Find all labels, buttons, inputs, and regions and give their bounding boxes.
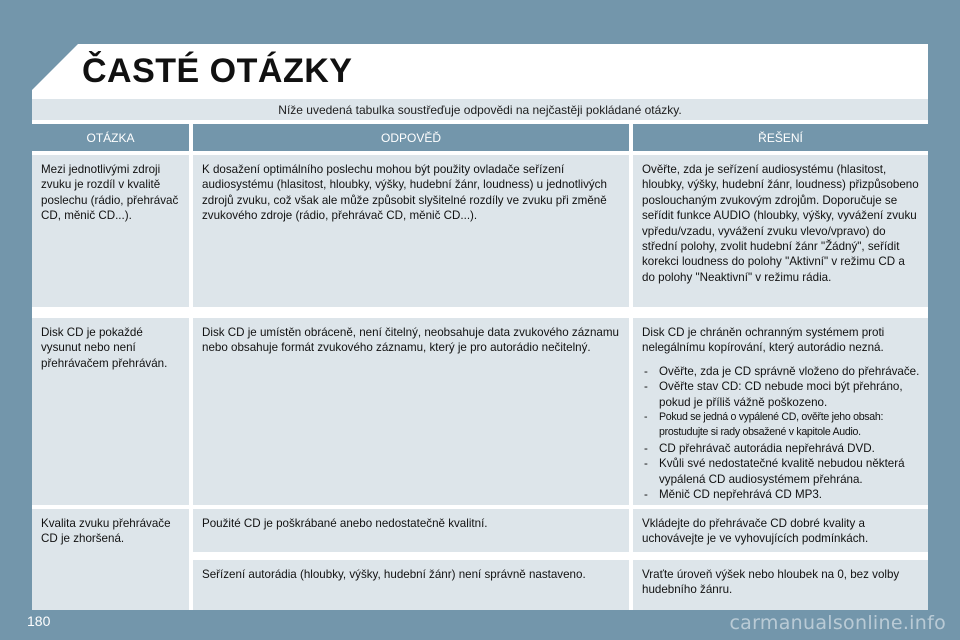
list-item: - Pokud se jedná o vypálené CD, ověřte jeho obsah: prostudujte si rady obsažené v kapitole Audio. — [642, 410, 920, 441]
row3-solution-a-cell — [633, 509, 928, 552]
row3-answer-b-cell — [193, 560, 629, 610]
header-question: OTÁZKA — [32, 124, 189, 151]
header-answer: ODPOVĚĎ — [193, 124, 629, 151]
row2-question: Disk CD je pokaždé vysunut nebo není přehrávačem přehráván. — [41, 326, 168, 370]
page-number: 180 — [27, 613, 51, 629]
row3-answer-a-cell — [193, 509, 629, 552]
list-item: - Ověřte stav CD: CD nebude moci být přehráno, pokud je příliš vážně poškozeno. — [642, 379, 920, 410]
watermark: carmanualsonline.info — [729, 612, 946, 634]
row2-solution-cell — [633, 318, 928, 505]
page-title: ČASTÉ OTÁZKY — [82, 52, 353, 90]
row3-answer-b: Seřízení autorádia (hloubky, výšky, hudební žánr) není správně nastaveno. — [202, 568, 586, 581]
row2-answer-cell — [193, 318, 629, 505]
intro-text: Níže uvedená tabulka soustřeďuje odpovědi na nejčastěji pokládané otázky. — [32, 99, 928, 120]
row3-answer-a: Použité CD je poškrábané anebo nedostatečně kvalitní. — [202, 517, 488, 530]
list-item: - Ověřte, zda je CD správně vloženo do přehrávače. — [642, 364, 920, 379]
row1-solution: Ověřte, zda je seřízení audiosystému (hlasitost, hloubky, výšky, hudební žánr, loudness) přizpůsobeno poslouchaným zvukovým zdrojům. Doporučuje se seřídit funkce AUDIO (hloubky, výšky, vyvážení zvuku vpředu/vzadu, vyvážení zvuku vlevo/vpravo) do střední polohy, zvolit hudební žánr "Žádný", seřídit korekci loudness do polohy "Aktivní" v režimu CD a do polohy "Neaktivní" v režimu rádia. — [642, 163, 919, 284]
row3-question-cell — [32, 509, 189, 610]
row1-answer-cell — [193, 155, 629, 307]
row1-solution-cell — [633, 155, 928, 307]
row1-answer: K dosažení optimálního poslechu mohou být použity ovladače seřízení audiosystému (hlasitost, hloubky, výšky, hudební žánr, loudness) u jednotlivých zdrojů zvuku, což však ale může způsobit slyšitelné rozdíly ve zvuku při změně zvukového zdroje (rádio, přehrávač CD, měnič CD...). — [202, 163, 607, 223]
row2-solution-intro: Disk CD je chráněn ochranným systémem proti nelegálnímu kopírování, který autorádio nezná. — [642, 326, 885, 355]
row3-question: Kvalita zvuku přehrávače CD je zhoršená. — [41, 517, 171, 546]
row2-answer: Disk CD je umístěn obráceně, není čitelný, neobsahuje data zvukového záznamu nebo obsahuje formát zvukového záznamu, který je pro autorádio nečitelný. — [202, 326, 619, 355]
list-item: - Měnič CD nepřehrává CD MP3. — [642, 487, 920, 502]
row1-question-cell — [32, 155, 189, 307]
list-item: - Kvůli své nedostatečné kvalitě nebudou některá vypálená CD audiosystémem přehrána. — [642, 456, 920, 487]
list-item: - CD přehrávač autorádia nepřehrává DVD. — [642, 441, 920, 456]
row2-solution-list — [642, 364, 920, 503]
row2-question-cell — [32, 318, 189, 505]
row3-solution-a: Vkládejte do přehrávače CD dobré kvality a uchovávejte je ve vyhovujících podmínkách. — [642, 517, 869, 546]
header-solution: ŘEŠENÍ — [633, 124, 928, 151]
row3-solution-b: Vraťte úroveň výšek nebo hloubek na 0, bez volby hudebního žánru. — [642, 568, 900, 597]
row3-solution-b-cell — [633, 560, 928, 610]
row1-question: Mezi jednotlivými zdroji zvuku je rozdíl v kvalitě poslechu (rádio, přehrávač CD, měnič CD...). — [41, 163, 179, 223]
